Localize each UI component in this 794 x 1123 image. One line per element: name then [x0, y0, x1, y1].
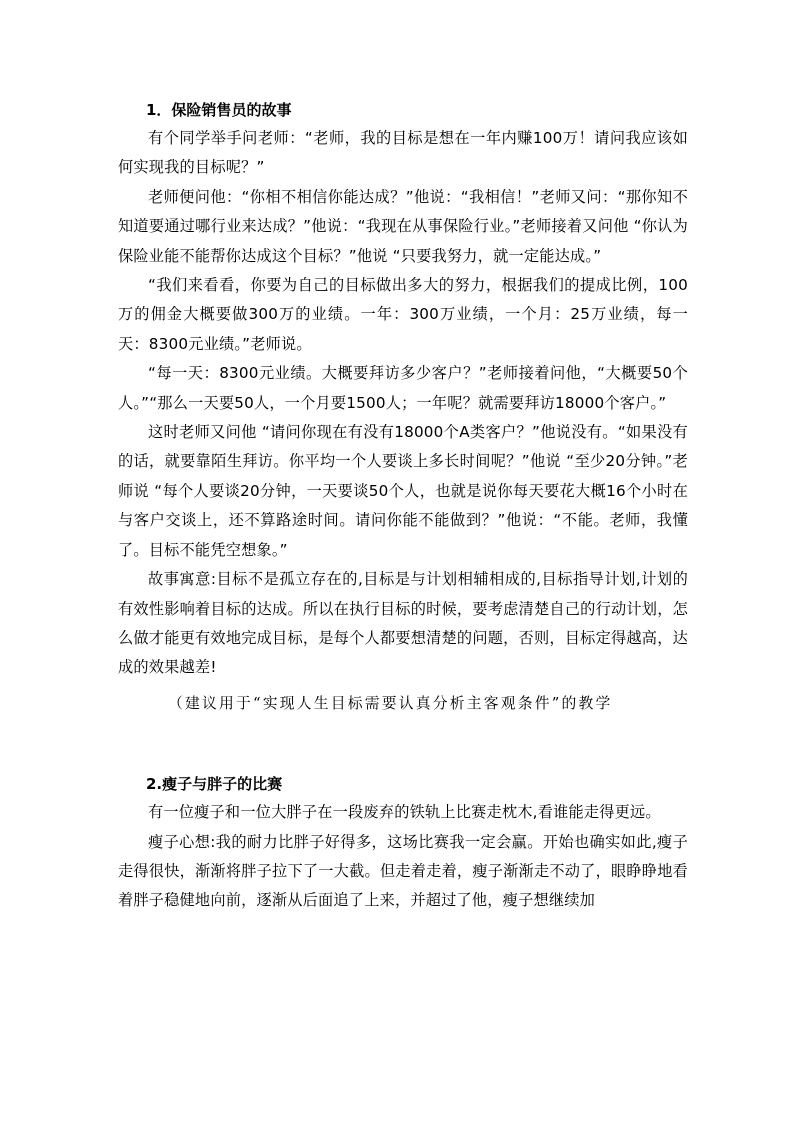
story1-moral: 故事寓意:目标不是孤立存在的,目标是与计划相辅相成的,目标指导计划,计划的有效性影响着目标的达成。所以在执行目标的时候，要考虑清楚自己的行动计划，怎么做才能更有效地完成目标，是每个人都要想清楚的问题，否则，目标定得越高，达成的效果越差! [118, 570, 688, 677]
story1-paragraph-4: “每一天：8300元业绩。大概要拜访多少客户？”老师接着问他，“大概要50个人。”“那么一天要50人，一个月要1500人；一年呢？就需要拜访18000个客户。” [118, 364, 688, 412]
story1-paragraph-5: 这时老师又问他 “请问你现在有没有18000个A类客户？”他说没有。“如果没有的话，就要靠陌生拜访。你平均一个人要谈上多长时间呢？”他说 “至少20分钟。”老师说 “每个人要谈20分钟，一天要谈50个人，也就是说你每天要花大概16个小时在与客户交谈上，还不算路途时间。请问你能不能做到？”他说：“不能。老师，我懂了。目标不能凭空想象。” [118, 423, 688, 559]
story1-usage-note: （建议用于“实现人生目标需要认真分析主客观条件”的教学 [168, 694, 613, 712]
document-body [118, 96, 688, 916]
story1-paragraph-1: 有个同学举手问老师：“老师，我的目标是想在一年内赚100万！请问我应该如何实现我的目标呢？” [118, 129, 688, 177]
story2-paragraph-2: 瘦子心想:我的耐力比胖子好得多，这场比赛我一定会赢。开始也确实如此,瘦子走得很快，渐渐将胖子拉下了一大截。但走着走着，瘦子渐渐走不动了，眼睁睁地看着胖子稳健地向前，逐渐从后面追了上来，并超过了他，瘦子想继续加 [118, 832, 688, 910]
story1-paragraph-3: “我们来看看，你要为自己的目标做出多大的努力，根据我们的提成比例，100万的佣金大概要做300万的业绩。一年：300万业绩，一个月：25万业绩，每一天：8300元业绩。”老师说。 [118, 276, 688, 353]
story1-paragraph-2: 老师便问他：“你相不相信你能达成？”他说：“我相信！”老师又问：“那你知不知道要通过哪行业来达成？”他说：“我现在从事保险行业。”老师接着又问他 “你认为保险业能不能帮你达成这个目标？”他说 “只要我努力，就一定能达成。” [118, 187, 688, 265]
story1-title: 1．保险销售员的故事 [146, 101, 292, 119]
story2-paragraph-1: 有一位瘦子和一位大胖子在一段废弃的铁轨上比赛走枕木,看谁能走得更远。 [148, 803, 661, 822]
story2-title: 2.瘦子与胖子的比赛 [146, 775, 283, 794]
section-gap [118, 718, 688, 770]
